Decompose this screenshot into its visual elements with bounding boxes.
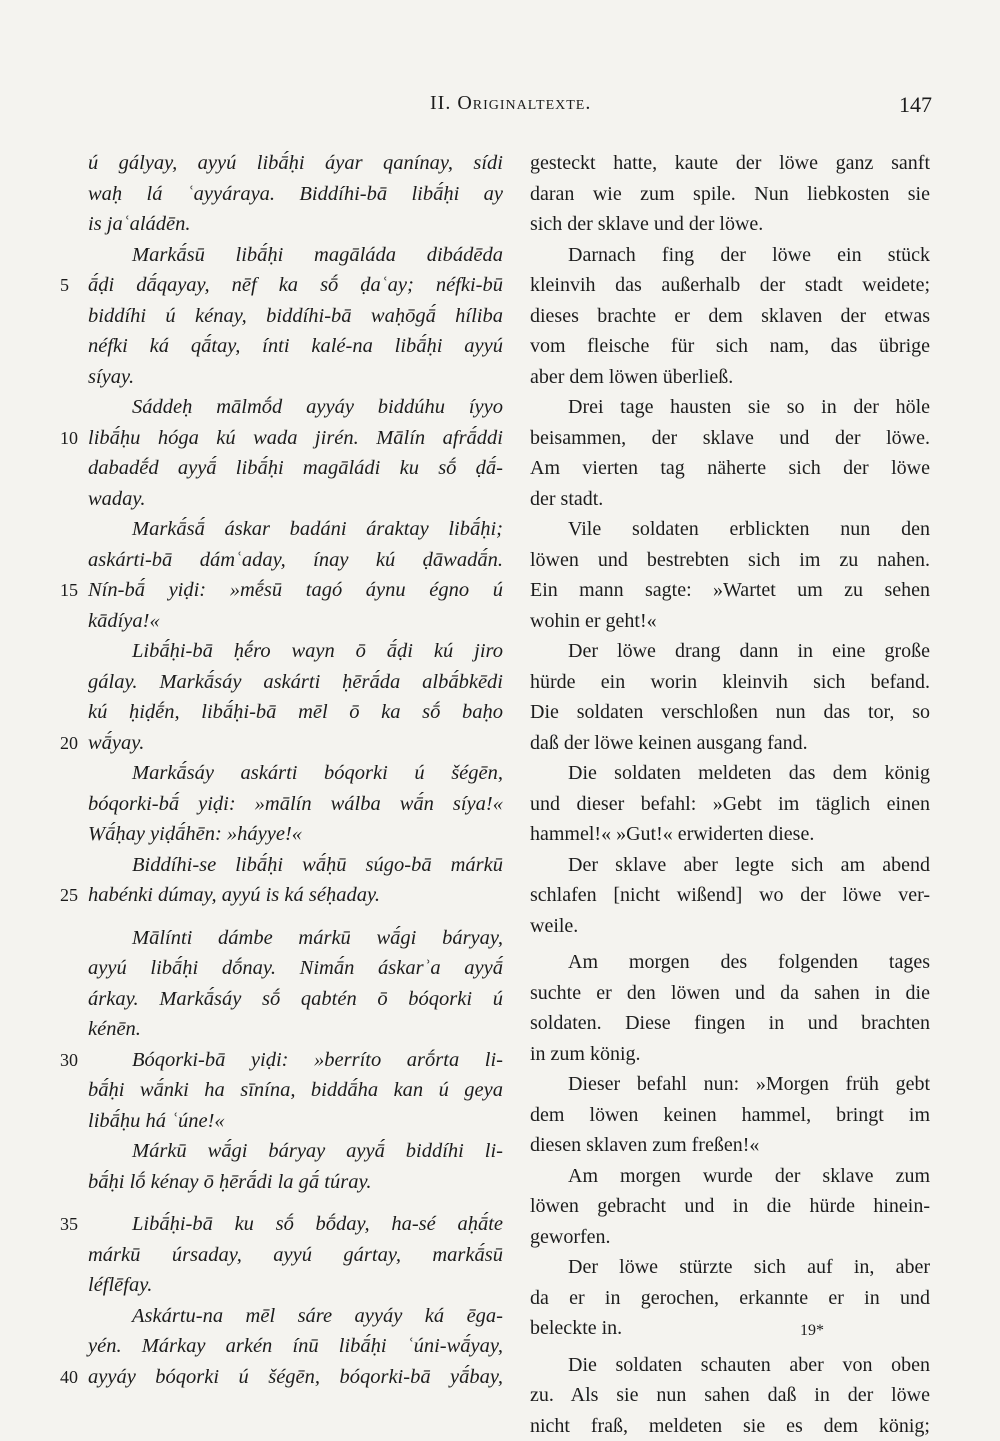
text-line	[88, 423, 503, 454]
line-text: bā́ḥi wā́nki ha sīnína, biddā́ha kan ú geya	[88, 1079, 503, 1101]
text-line	[530, 819, 930, 850]
text-line	[88, 923, 503, 954]
text-line	[530, 301, 930, 332]
text-line	[88, 1209, 503, 1240]
line-text: biddíhi ú kénay, biddíhi-bā waḥōgā́ híliba	[88, 305, 503, 327]
text-line	[88, 789, 503, 820]
text-line	[530, 1411, 930, 1441]
text-line	[530, 1130, 930, 1161]
text-line	[88, 758, 503, 789]
text-line	[530, 1039, 930, 1070]
line-text: der stadt.	[530, 488, 603, 510]
line-text: Am vierten tag näherte sich der löwe	[530, 457, 930, 479]
line-text: beleckte in.	[530, 1317, 622, 1339]
line-text: dieses brachte er dem sklaven der etwas	[530, 305, 930, 327]
line-text: Bóqorki-bā yiḍi: »berríto arṓrta li-	[132, 1049, 503, 1071]
text-line	[530, 1069, 930, 1100]
line-text: Die soldaten verschloßen nun das tor, so	[530, 701, 930, 723]
line-text: Am morgen des folgenden tages	[568, 951, 930, 973]
text-line	[88, 1045, 503, 1076]
text-line	[530, 880, 930, 911]
text-line	[530, 1100, 930, 1131]
line-text: libā́ḥu há ʿúne!«	[88, 1110, 225, 1132]
printer-signature: 19*	[800, 1322, 824, 1340]
text-line	[88, 1270, 503, 1301]
text-line	[530, 667, 930, 698]
text-line	[88, 667, 503, 698]
text-line	[88, 240, 503, 271]
line-text: daß der löwe keinen ausgang fand.	[530, 732, 808, 754]
line-text: Márkū wā́gi báryay ayyā́ biddíhi li-	[132, 1140, 503, 1162]
page-number: 147	[899, 92, 932, 118]
text-line	[88, 1014, 503, 1045]
text-line	[530, 1283, 930, 1314]
line-text: kénēn.	[88, 1018, 141, 1040]
text-line	[88, 850, 503, 881]
line-text: in zum könig.	[530, 1043, 641, 1065]
text-line	[88, 484, 503, 515]
text-line	[530, 148, 930, 179]
text-line	[88, 1240, 503, 1271]
line-text: und dieser befahl: »Gebt im täglich einen	[530, 793, 930, 815]
line-number: 40	[60, 1362, 78, 1393]
text-line	[530, 978, 930, 1009]
text-line	[88, 636, 503, 667]
text-line	[530, 423, 930, 454]
line-text: Sáddeḥ mālmṓd ayyáy biddúhu íyyo	[132, 396, 503, 418]
line-text: diesen sklaven zum freßen!«	[530, 1134, 759, 1156]
text-line	[88, 362, 503, 393]
line-text: Libā́ḥi-bā ku sṓ bṓday, ha-sé aḥā́te	[132, 1213, 503, 1235]
line-text: aber dem löwen überließ.	[530, 366, 733, 388]
text-line	[530, 545, 930, 576]
text-line	[88, 331, 503, 362]
line-number: 30	[60, 1045, 78, 1076]
text-line	[88, 1075, 503, 1106]
line-text: yén. Márkay arkén ínū libā́ḥi ʿúni-wā́yay,	[88, 1335, 503, 1357]
text-line	[88, 545, 503, 576]
text-line	[530, 850, 930, 881]
text-line	[88, 984, 503, 1015]
line-text: Markā́sā́ áskar badáni áraktay libā́ḥi;	[132, 518, 503, 540]
line-text: Markā́sū libā́ḥi magāláda dibádēda	[132, 244, 503, 266]
text-line	[530, 697, 930, 728]
section-title: II. Originaltexte.	[430, 92, 591, 115]
line-number: 5	[60, 270, 69, 301]
text-line	[530, 1313, 930, 1344]
running-head	[0, 92, 1000, 122]
line-text: wohin er geht!«	[530, 610, 657, 632]
line-text: da er in gerochen, erkannte er in und	[530, 1287, 930, 1309]
text-line	[88, 606, 503, 637]
text-line	[530, 1161, 930, 1192]
line-text: soldaten. Diese fingen in und brachten	[530, 1012, 930, 1034]
line-text: márkū úrsaday, ayyú gártay, markā́sū	[88, 1244, 503, 1266]
text-line	[88, 209, 503, 240]
line-text: dem löwen keinen hammel, bringt im	[530, 1104, 930, 1126]
text-line	[530, 1380, 930, 1411]
line-text: bóqorki-bā́ yiḍi: »mālín wálba wā́n síya!«	[88, 793, 503, 815]
line-text: zu. Als sie nun sahen daß in der löwe	[530, 1384, 930, 1406]
line-text: is jaʿaládēn.	[88, 213, 191, 235]
line-text: waday.	[88, 488, 146, 510]
line-number: 20	[60, 728, 78, 759]
text-line	[530, 1008, 930, 1039]
text-line	[530, 240, 930, 271]
line-number: 10	[60, 423, 78, 454]
line-text: ayyú libā́ḥi dṓnay. Nimā́n áskarʾa ayyā́	[88, 957, 503, 979]
text-line	[530, 331, 930, 362]
line-text: Libā́ḥi-bā ḥḗro wayn ō ā́ḍi kú jiro	[132, 640, 503, 662]
line-text: schlafen [nicht wißend] wo der löwe ver-	[530, 884, 930, 906]
text-line	[88, 179, 503, 210]
text-line	[530, 947, 930, 978]
text-line	[88, 1167, 503, 1198]
line-text: bā́ḥi lṓ kénay ō ḥērā́di la gā́ túray.	[88, 1171, 372, 1193]
text-line	[88, 453, 503, 484]
text-line	[88, 1301, 503, 1332]
line-text: kú ḥiḍḗn, libā́ḥi-bā mēl ō ka sṓ baḥo	[88, 701, 503, 723]
line-text: gesteckt hatte, kaute der löwe ganz sanft	[530, 152, 930, 174]
line-text: Nín-bā́ yiḍi: »mḗsū tagó áynu égno ú	[88, 579, 503, 601]
text-line	[88, 270, 503, 301]
line-text: kleinvih das außerhalb der stadt weidete;	[530, 274, 930, 296]
line-text: kādíya!«	[88, 610, 160, 632]
line-text: Askártu-na mēl sáre ayyáy ká ēga-	[132, 1305, 503, 1327]
text-line	[530, 1252, 930, 1283]
text-line	[88, 514, 503, 545]
line-text: libā́ḥu hóga kú wada jirén. Mālín afrā́ddi	[88, 427, 503, 449]
line-text: Der sklave aber legte sich am abend	[568, 854, 930, 876]
text-line	[88, 1331, 503, 1362]
line-text: habénki dúmay, ayyú is ká séḥaday.	[88, 884, 380, 906]
text-line	[530, 1222, 930, 1253]
line-text: Vile soldaten erblickten nun den	[568, 518, 930, 540]
line-number: 35	[60, 1209, 78, 1240]
text-line	[88, 1136, 503, 1167]
text-line	[530, 209, 930, 240]
text-line	[88, 953, 503, 984]
line-text: ú gályay, ayyú libā́ḥi áyar qanínay, sídi	[88, 152, 503, 174]
text-line	[530, 636, 930, 667]
line-text: Die soldaten meldeten das dem könig	[568, 762, 930, 784]
text-line	[88, 819, 503, 850]
text-line	[88, 728, 503, 759]
text-line	[530, 362, 930, 393]
text-line	[530, 575, 930, 606]
line-text: löwen und bestrebten sich im zu nahen.	[530, 549, 930, 571]
line-text: árkay. Markā́sáy sṓ qabtén ō bóqorki ú	[88, 988, 503, 1010]
text-line	[88, 1106, 503, 1137]
text-line	[530, 484, 930, 515]
text-line	[530, 270, 930, 301]
line-text: Markā́sáy askárti bóqorki ú šégēn,	[132, 762, 503, 784]
text-line	[88, 697, 503, 728]
text-line	[88, 301, 503, 332]
line-text: beisammen, der sklave und der löwe.	[530, 427, 930, 449]
text-line	[530, 911, 930, 942]
line-text: síyay.	[88, 366, 134, 388]
line-text: Wā́ḥay yiḍā́hēn: »háyye!«	[88, 823, 302, 845]
text-line	[530, 1191, 930, 1222]
text-line	[530, 179, 930, 210]
line-text: suchte er den löwen und da sahen in die	[530, 982, 930, 1004]
line-text: dabadḗd ayyā́ libā́ḥi magāládi ku sṓ ḍā́-	[88, 457, 503, 479]
line-text: gálay. Markā́sáy askárti ḥērā́da albā́bkēdi	[88, 671, 503, 693]
line-text: hürde ein worin kleinvih sich befand.	[530, 671, 930, 693]
text-line	[530, 758, 930, 789]
text-line	[88, 148, 503, 179]
line-text: ayyáy bóqorki ú šégēn, bóqorki-bā yā́bay,	[88, 1366, 503, 1388]
line-text: waḥ lá ʿayyáraya. Biddíhi-bā libā́ḥi ay	[88, 183, 503, 205]
line-text: nicht fraß, meldeten sie es dem könig;	[530, 1415, 930, 1437]
line-text: Der löwe drang dann in eine große	[568, 640, 930, 662]
line-number: 25	[60, 880, 78, 911]
line-text: Darnach fing der löwe ein stück	[568, 244, 930, 266]
line-text: Drei tage hausten sie so in der höle	[568, 396, 930, 418]
line-text: vom fleische für sich nam, das übrige	[530, 335, 930, 357]
line-text: Mālínti dámbe márkū wā́gi báryay,	[132, 927, 503, 949]
line-text: Am morgen wurde der sklave zum	[568, 1165, 930, 1187]
line-text: Die soldaten schauten aber von oben	[568, 1354, 930, 1376]
text-line	[88, 880, 503, 911]
line-number: 15	[60, 575, 78, 606]
line-text: löwen gebracht und in die hürde hinein-	[530, 1195, 930, 1217]
line-text: Biddíhi-se libā́ḥi wā́ḥū súgo-bā márkū	[132, 854, 503, 876]
line-text: geworfen.	[530, 1226, 611, 1248]
text-line	[530, 789, 930, 820]
somali-text-column	[88, 148, 503, 1392]
line-text: léflēfay.	[88, 1274, 152, 1296]
line-text: Ein mann sagte: »Wartet um zu sehen	[530, 579, 930, 601]
text-line	[530, 453, 930, 484]
line-text: ā́ḍi dā́qayay, nēf ka sṓ ḍaʿay; néfki-bū	[88, 274, 503, 296]
text-line	[530, 1350, 930, 1381]
text-line	[530, 514, 930, 545]
text-line	[88, 392, 503, 423]
line-text: wā́yay.	[88, 732, 144, 754]
line-text: daran wie zum spile. Nun liebkosten sie	[530, 183, 930, 205]
text-line	[530, 392, 930, 423]
text-line	[530, 728, 930, 759]
german-translation-column	[530, 148, 930, 1441]
text-line	[88, 575, 503, 606]
line-text: Der löwe stürzte sich auf in, aber	[568, 1256, 930, 1278]
text-line	[88, 1362, 503, 1393]
text-line	[530, 606, 930, 637]
line-text: askárti-bā dámʿaday, ínay kú ḍāwadā́n.	[88, 549, 503, 571]
line-text: néfki ká qā́tay, ínti kalé-na libā́ḥi ayyú	[88, 335, 503, 357]
line-text: Dieser befahl nun: »Morgen früh gebt	[568, 1073, 930, 1095]
line-text: hammel!« »Gut!« erwiderten diese.	[530, 823, 814, 845]
line-text: weile.	[530, 915, 578, 937]
line-text: sich der sklave und der löwe.	[530, 213, 763, 235]
